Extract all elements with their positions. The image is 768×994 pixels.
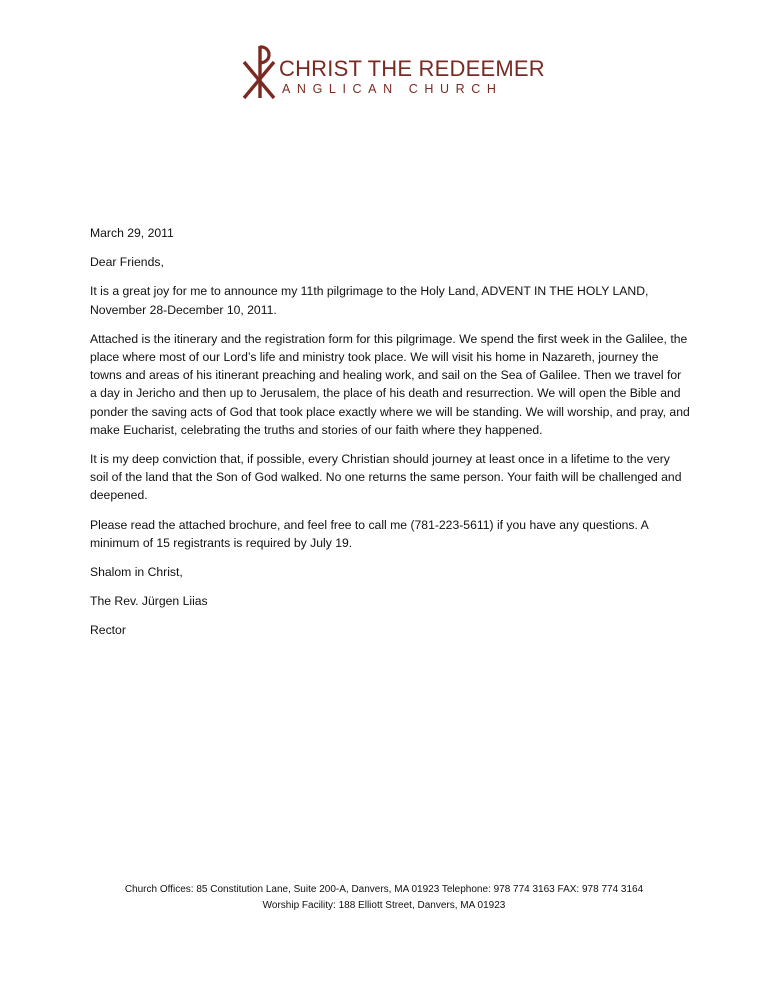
- signer-name: The Rev. Jürgen Liias: [90, 594, 208, 609]
- letter-salutation: Dear Friends,: [90, 255, 164, 270]
- church-name: CHRIST THE REDEEMER: [279, 56, 545, 81]
- letter-closing: Shalom in Christ,: [90, 565, 183, 580]
- letter-body: [90, 224, 690, 651]
- letter-paragraph-itinerary: Attached is the itinerary and the registration form for this pilgrimage. We spend the first week in the Galilee, the place where most of our Lord’s life and ministry took place. We will visit his home in Nazareth, journey the towns and areas of his itinerant preaching and healing work, and sail on the Sea of Galilee. Then we travel for a day in Jericho and then up to Jerusalem, the place of his death and resurrection. We will open the Bible and ponder the saving acts of God that took place exactly where we will be standing. We will worship, and pray, and make Eucharist, celebrating the truths and stories of our faith where they happened.: [90, 331, 690, 437]
- footer-offices: Church Offices: 85 Constitution Lane, Suite 200-A, Danvers, MA 01923 Telephone: 978 774 3163 FAX: 978 774 3164: [124, 884, 644, 895]
- letter-paragraph-conviction: It is my deep conviction that, if possible, every Christian should journey at least once in a lifetime to the very soil of the land that the Son of God walked. No one returns the same person. Your faith will be challenged and deepened.: [90, 452, 682, 503]
- letterhead: [240, 42, 545, 104]
- footer-worship: Worship Facility: 188 Elliott Street, Danvers, MA 01923: [262, 900, 506, 911]
- letter-date: March 29, 2011: [90, 226, 174, 240]
- chi-rho-icon: [240, 42, 276, 100]
- letter-paragraph-contact: Please read the attached brochure, and feel free to call me (781-223-5611) if you have any questions. A minimum of 15 registrants is required by July 19.: [90, 517, 649, 550]
- signer-title: Rector: [90, 623, 126, 638]
- church-subtitle: ANGLICAN CHURCH: [282, 82, 503, 96]
- page-footer: [0, 882, 768, 914]
- signature-block: [90, 592, 690, 639]
- letter-paragraph-announcement: It is a great joy for me to announce my 11th pilgrimage to the Holy Land, ADVENT IN THE HOLY LAND, November 28-December 10, 2011.: [90, 284, 649, 317]
